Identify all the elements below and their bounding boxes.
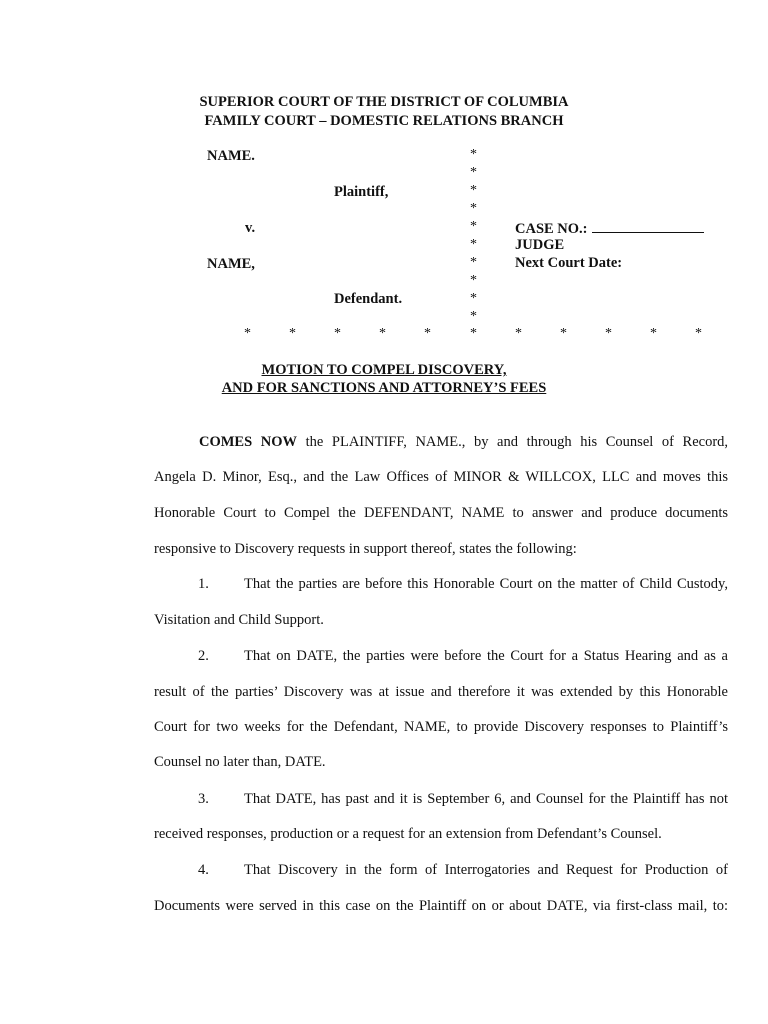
item-line: That Discovery in the form of Interrogatories and Request for Production of: [244, 862, 728, 878]
defendant-name: NAME,: [207, 256, 255, 272]
motion-title-line2: [0, 379, 768, 397]
case-number-label: CASE NO.:: [515, 221, 588, 237]
item-line: That the parties are before this Honorable Court on the matter of Child Custody,: [244, 576, 728, 592]
motion-title-text2: AND FOR SANCTIONS AND ATTORNEY’S FEES: [221, 380, 547, 396]
item-number: 1.: [198, 576, 209, 592]
item-line: received responses, production or a request for an extension from Defendant’s Counsel.: [154, 826, 662, 842]
caption-star: *: [334, 326, 341, 341]
caption-star: *: [605, 326, 612, 341]
caption-star: *: [470, 237, 477, 252]
item-number: 4.: [198, 862, 209, 878]
item-number: 2.: [198, 648, 209, 664]
court-name: SUPERIOR COURT OF THE DISTRICT OF COLUMBIA: [199, 94, 569, 110]
caption-star: *: [379, 326, 386, 341]
item-number: 3.: [198, 791, 209, 807]
plaintiff-role: Plaintiff,: [334, 184, 389, 200]
caption-star: *: [470, 201, 477, 216]
intro-line: Honorable Court to Compel the DEFENDANT, NAME to answer and produce documents: [154, 505, 728, 521]
judge-label: JUDGE: [515, 237, 565, 253]
item-line: Visitation and Child Support.: [154, 612, 324, 628]
intro-line: [199, 433, 728, 451]
caption-star: *: [650, 326, 657, 341]
motion-title-line1: [0, 361, 768, 379]
item-line: Court for two weeks for the Defendant, NAME, to provide Discovery responses to Plaintiff’s: [154, 719, 728, 735]
caption-star: *: [470, 291, 477, 306]
caption-star: *: [470, 273, 477, 288]
caption-star: *: [560, 326, 567, 341]
caption-star: *: [515, 326, 522, 341]
caption-star: *: [470, 255, 477, 270]
plaintiff-name: NAME.: [207, 148, 255, 164]
caption-star: *: [695, 326, 702, 341]
intro-lead: COMES NOW: [199, 434, 298, 450]
caption-star: *: [470, 219, 477, 234]
intro-line-text: the PLAINTIFF, NAME., by and through his Counsel of Record,: [305, 434, 729, 450]
defendant-role: Defendant.: [334, 291, 403, 307]
caption-star: *: [470, 147, 477, 162]
motion-title-text1: MOTION TO COMPEL DISCOVERY,: [261, 362, 507, 378]
next-court-date-label: Next Court Date:: [515, 255, 623, 271]
caption-star: *: [470, 165, 477, 180]
court-branch: FAMILY COURT – DOMESTIC RELATIONS BRANCH: [204, 113, 564, 129]
intro-line: responsive to Discovery requests in support thereof, states the following:: [154, 541, 577, 557]
item-line: That DATE, has past and it is September 6, and Counsel for the Plaintiff has not: [244, 791, 728, 807]
item-line: result of the parties’ Discovery was at issue and therefore it was extended by this Honorable: [154, 684, 728, 700]
caption-star: *: [470, 309, 477, 324]
case-number-blank: [592, 219, 704, 233]
versus-label: v.: [245, 220, 256, 236]
caption-star: *: [244, 326, 251, 341]
item-line: That on DATE, the parties were before the Court for a Status Hearing and as a: [244, 648, 728, 664]
item-line: Counsel no later than, DATE.: [154, 754, 326, 770]
item-line: Documents were served in this case on the Plaintiff on or about DATE, via first-class mail, to:: [154, 898, 728, 914]
intro-line: Angela D. Minor, Esq., and the Law Offices of MINOR & WILLCOX, LLC and moves this: [154, 469, 728, 485]
caption-star: *: [470, 326, 477, 341]
caption-star: *: [289, 326, 296, 341]
caption-star: *: [470, 183, 477, 198]
caption-star: *: [424, 326, 431, 341]
